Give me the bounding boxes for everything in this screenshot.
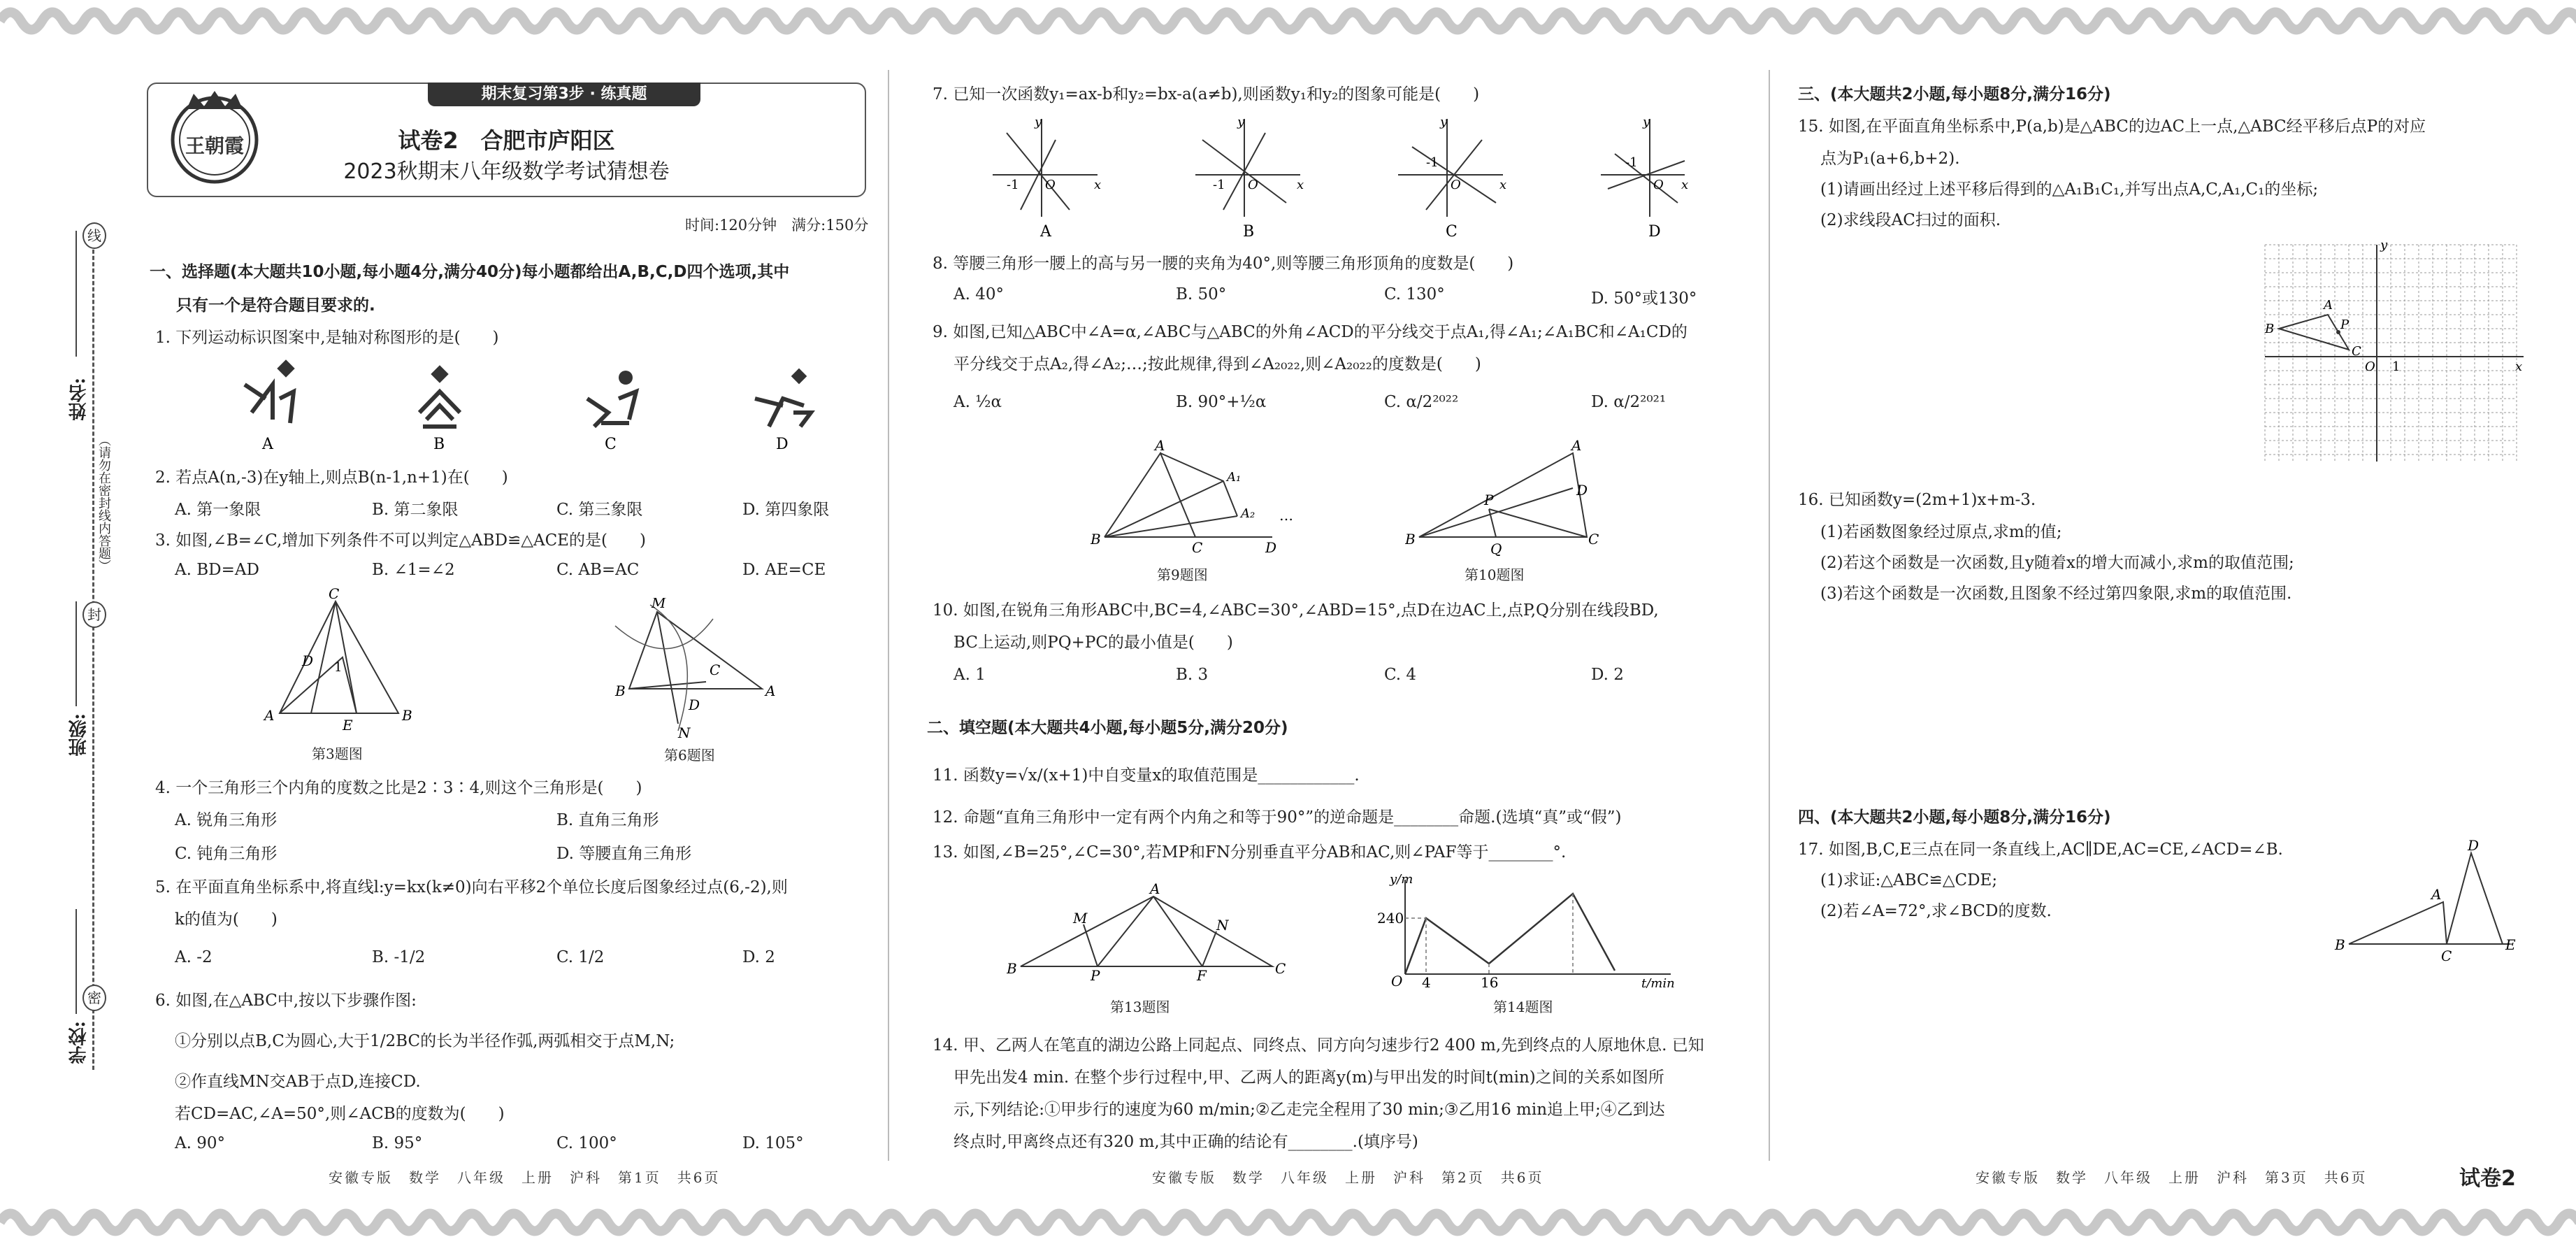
svg-text:A: A [2324, 298, 2333, 313]
footer-page1: 安徽专版 数学 八年级 上册 沪科 第1页 共6页 [329, 1169, 721, 1186]
svg-text:D: D [1648, 223, 1661, 241]
svg-text:-1: -1 [1213, 178, 1225, 192]
svg-text:y: y [2380, 238, 2388, 252]
figure-q15-grid [2237, 238, 2531, 469]
svg-text:y/m: y/m [1390, 873, 1413, 887]
q3-text: 3. 如图,∠B=∠C,增加下列条件不可以判定△ABD≌△ACE的是( ) [155, 531, 646, 550]
q13-text: 13. 如图,∠B=25°,∠C=30°,若MP和FN分别垂直平分AB和AC,则∠PAF等于________°. [933, 843, 1567, 862]
q3-label-e: E [343, 717, 353, 734]
paper-number-label: 试卷2 [2459, 1166, 2516, 1191]
fig6-caption: 第6题图 [664, 747, 715, 764]
svg-text:y: y [1237, 115, 1245, 129]
svg-text:P: P [2340, 317, 2350, 332]
svg-text:…: … [1279, 507, 1293, 524]
q3-label-1: 1 [334, 660, 343, 675]
svg-text:240: 240 [1377, 910, 1404, 927]
svg-text:-1: -1 [1426, 155, 1439, 170]
name-label: 姓名: [69, 378, 89, 421]
fig9-caption: 第9题图 [1157, 566, 1208, 583]
figure-q9 [1091, 439, 1314, 558]
top-wave-border [0, 0, 2576, 42]
svg-text:Q: Q [1490, 541, 1502, 557]
fig10-caption: 第10题图 [1465, 566, 1525, 583]
publisher-logo [166, 88, 264, 186]
svg-text:A: A [2431, 886, 2442, 903]
q6-label-d: D [689, 696, 700, 713]
q4-opt-d: D. 等腰直角三角形 [556, 845, 692, 863]
q2-opt-c: C. 第三象限 [556, 501, 643, 519]
q3-opt-b: B. ∠1=∠2 [372, 561, 455, 579]
figure-q13 [1007, 882, 1286, 980]
svg-text:P: P [1091, 967, 1100, 980]
q6-opt-c: C. 100° [556, 1134, 617, 1152]
svg-text:O: O [1653, 178, 1664, 192]
svg-text:-1: -1 [1625, 155, 1638, 170]
q6-label-b: B [615, 682, 626, 699]
svg-text:D: D [1265, 539, 1277, 556]
svg-text:O: O [1391, 973, 1403, 988]
footer-page2: 安徽专版 数学 八年级 上册 沪科 第2页 共6页 [1152, 1169, 1544, 1186]
svg-text:-1: -1 [1007, 178, 1019, 192]
q10-opt-c: C. 4 [1384, 666, 1417, 684]
figure-q17 [2328, 839, 2552, 965]
figure-q3 [259, 587, 426, 734]
q11-text: 11. 函数y=√x/(x+1)中自变量x的取值范围是____________. [933, 766, 1360, 785]
footer-page3: 安徽专版 数学 八年级 上册 沪科 第3页 共6页 [1976, 1169, 2368, 1186]
q3-opt-c: C. AB=AC [556, 561, 640, 579]
svg-text:C: C [1446, 223, 1458, 241]
q4-text: 4. 一个三角形三个内角的度数之比是2∶3∶4,则这个三角形是( ) [155, 779, 642, 797]
q7-graphs [979, 112, 1692, 241]
svg-text:A: A [1571, 439, 1582, 454]
q3-label-a: A [264, 707, 275, 724]
bottom-wave-border [0, 1201, 2576, 1243]
paper-subtitle: 2023秋期末八年级数学考试猜想卷 [343, 159, 670, 184]
school-label: 学校: [69, 1021, 89, 1064]
svg-text:y: y [1440, 115, 1448, 129]
q5-opt-d: D. 2 [742, 948, 775, 966]
q15-part2: (2)求线段AC扫过的面积. [1820, 211, 2001, 229]
svg-text:D: D [1576, 482, 1588, 499]
figure-q6 [608, 598, 790, 738]
svg-text:A₁: A₁ [1227, 470, 1242, 485]
q14-text-2: 甲先出发4 min. 在整个步行过程中,甲、乙两人的距离y(m)与甲出发的时间t(min)之间的关系如图所 [954, 1068, 1664, 1087]
svg-text:C: C [1275, 960, 1286, 977]
q12-text: 12. 命题“直角三角形中一定有两个内角之和等于90°”的逆命题是________命题.(选填“真”或“假”) [933, 808, 1622, 827]
svg-text:B: B [2335, 936, 2345, 953]
svg-text:t/min: t/min [1641, 976, 1675, 988]
q5-text-2: k的值为( ) [175, 910, 278, 929]
column-divider-1 [888, 70, 889, 1161]
fig3-caption: 第3题图 [312, 745, 363, 762]
q6-step1: ①分别以点B,C为圆心,大于1/2BC的长为半径作弧,两弧相交于点M,N; [175, 1032, 675, 1050]
q14-text: 14. 甲、乙两人在笔直的湖边公路上同起点、同终点、同方向匀速步行2 400 m,先到终点的人原地休息. 已知 [933, 1036, 1704, 1055]
svg-text:B: B [1091, 531, 1101, 548]
q9-opt-b: B. 90°+½α [1176, 393, 1267, 411]
q6-opt-d: D. 105° [742, 1134, 804, 1152]
q17-part2: (2)若∠A=72°,求∠BCD的度数. [1820, 902, 2052, 920]
q3-opt-a: A. BD=AD [175, 561, 259, 579]
svg-text:O: O [2365, 359, 2375, 374]
logo-text: 王朝霞 [185, 134, 245, 157]
svg-text:O: O [1248, 178, 1258, 192]
svg-text:16: 16 [1481, 974, 1499, 988]
column-divider-2 [1769, 70, 1770, 1161]
q10-text-2: BC上运动,则PQ+PC的最小值是( ) [954, 634, 1233, 652]
section1-heading-2: 只有一个是符合题目要求的. [176, 296, 375, 315]
q6-step2: ②作直线MN交AB于点D,连接CD. [175, 1073, 421, 1091]
q5-opt-c: C. 1/2 [556, 948, 605, 966]
figure-q14 [1377, 873, 1685, 988]
header-banner: 期末复习第3步 · 练真题 [428, 83, 700, 106]
svg-text:y: y [1035, 115, 1042, 129]
q14-text-4: 终点时,甲离终点还有320 m,其中正确的结论有________.(填序号) [954, 1133, 1418, 1151]
q3-label-c: C [329, 587, 340, 602]
svg-text:x: x [1499, 178, 1507, 192]
svg-text:A₂: A₂ [1241, 506, 1255, 521]
q2-opt-b: B. 第二象限 [372, 501, 459, 519]
section3-heading: 三、(本大题共2小题,每小题8分,满分16分) [1798, 85, 2111, 103]
section4-heading: 四、(本大题共2小题,每小题8分,满分16分) [1798, 808, 2111, 827]
q3-label-d: D [302, 652, 314, 669]
seal-dashed-line [92, 231, 94, 1070]
paper-title: 试卷2 合肥市庐阳区 [398, 127, 615, 154]
header-box [147, 83, 866, 197]
svg-text:B: B [2265, 322, 2275, 336]
class-label: 班级: [69, 713, 89, 757]
svg-text:O: O [1045, 178, 1056, 192]
svg-text:4: 4 [1422, 974, 1431, 988]
q9-opt-c: C. α/2²⁰²² [1384, 393, 1459, 411]
q7-graph-a [993, 115, 1101, 241]
q1-icon-d [755, 369, 811, 427]
q6-step3: 若CD=AC,∠A=50°,则∠ACB的度数为( ) [175, 1105, 505, 1123]
svg-text:A: A [1040, 223, 1051, 241]
q6-label-c: C [710, 662, 721, 678]
svg-text:y: y [1643, 115, 1650, 129]
q4-opt-b: B. 直角三角形 [556, 811, 659, 829]
q14-text-3: 示,下列结论:①甲步行的速度为60 m/min;②乙走完全程用了30 min;③乙用16 min追上甲;④乙到达 [954, 1101, 1665, 1119]
q3-label-b: B [402, 707, 412, 724]
q6-label-a: A [765, 682, 776, 699]
class-line [75, 601, 77, 706]
q2-opt-a: A. 第一象限 [175, 501, 261, 519]
svg-text:C: C [1588, 531, 1599, 548]
q1-icon-a [245, 359, 295, 423]
svg-text:B: B [1405, 531, 1416, 548]
svg-text:A: A [1155, 439, 1165, 454]
q8-opt-a: A. 40° [954, 285, 1004, 303]
q6-opt-a: A. 90° [175, 1134, 225, 1152]
svg-text:x: x [1094, 178, 1102, 192]
q6-text: 6. 如图,在△ABC中,按以下步骤作图: [155, 992, 417, 1010]
q9-text: 9. 如图,已知△ABC中∠A=α,∠ABC与△ABC的外角∠ACD的平分线交于点A₁,得∠A₁;∠A₁BC和∠A₁CD的 [933, 323, 1688, 341]
q16-text: 16. 已知函数y=(2m+1)x+m-3. [1798, 491, 2036, 509]
fig13-caption: 第13题图 [1110, 999, 1170, 1015]
q1-figures [224, 357, 853, 455]
q9-opt-d: D. α/2²⁰²¹ [1591, 393, 1667, 411]
q10-opt-a: A. 1 [954, 666, 986, 684]
q8-opt-d: D. 50°或130° [1591, 289, 1697, 308]
figure-q10 [1405, 439, 1608, 558]
section2-heading: 二、填空题(本大题共4小题,每小题5分,满分20分) [927, 719, 1288, 737]
q6-opt-b: B. 95° [372, 1134, 423, 1152]
q15-text-2: 点为P₁(a+6,b+2). [1820, 150, 1960, 168]
q10-text: 10. 如图,在锐角三角形ABC中,BC=4,∠ABC=30°,∠ABD=15°,点D在边AC上,点P,Q分别在线段BD, [933, 601, 1659, 620]
q8-opt-b: B. 50° [1176, 285, 1227, 303]
svg-text:1: 1 [2392, 359, 2401, 374]
svg-text:M: M [1073, 910, 1088, 927]
q4-opt-c: C. 钝角三角形 [175, 845, 278, 863]
svg-text:B: B [1243, 223, 1255, 241]
q16-part3: (3)若这个函数是一次函数,且图象不经过第四象限,求m的取值范围. [1820, 585, 2292, 603]
q10-opt-d: D. 2 [1591, 666, 1624, 684]
q6-label-m: M [652, 598, 666, 611]
q2-opt-d: D. 第四象限 [742, 501, 830, 519]
q9-opt-a: A. ½α [954, 393, 1002, 411]
svg-text:N: N [1216, 917, 1229, 934]
q9-text-2: 平分线交于点A₂,得∠A₂;…;按此规律,得到∠A₂₀₂₂,则∠A₂₀₂₂的度数是( ) [954, 355, 1481, 373]
svg-text:D: D [2468, 839, 2480, 854]
svg-text:E: E [2505, 936, 2516, 953]
q10-opt-b: B. 3 [1176, 666, 1209, 684]
section1-heading: 一、选择题(本大题共10小题,每小题4分,满分40分)每小题都给出A,B,C,D四个选项,其中 [150, 263, 790, 281]
q1-icon-c [587, 371, 636, 427]
svg-text:C: C [2352, 344, 2361, 359]
q7-graph-b [1195, 115, 1304, 241]
svg-text:x: x [1681, 178, 1689, 192]
q5-opt-a: A. -2 [175, 948, 213, 966]
time-score: 时间:120分钟 满分:150分 [685, 217, 869, 234]
q7-graph-d [1601, 115, 1688, 241]
svg-text:B: B [1007, 960, 1017, 977]
svg-text:A: A [1150, 882, 1160, 897]
svg-text:F: F [1197, 967, 1207, 980]
q1-opt-d: D [776, 436, 789, 453]
q1-icon-b [419, 365, 460, 427]
q8-text: 8. 等腰三角形一腰上的高与另一腰的夹角为40°,则等腰三角形顶角的度数是( ) [933, 255, 1514, 273]
q1-text: 1. 下列运动标识图案中,是轴对称图形的是( ) [155, 329, 499, 347]
q17-text: 17. 如图,B,C,E三点在同一条直线上,AC∥DE,AC=CE,∠ACD=∠B. [1798, 841, 2283, 859]
q7-graph-c [1398, 115, 1506, 241]
q5-opt-b: B. -1/2 [372, 948, 426, 966]
svg-text:O: O [1451, 178, 1461, 192]
q4-opt-a: A. 锐角三角形 [175, 811, 278, 829]
q3-opt-d: D. AE=CE [742, 561, 826, 579]
svg-text:C: C [1192, 539, 1203, 556]
q17-part1: (1)求证:△ABC≌△CDE; [1820, 871, 1998, 889]
q16-part1: (1)若函数图象经过原点,求m的值; [1820, 523, 2062, 541]
q6-label-n: N [678, 724, 691, 738]
svg-text:x: x [2515, 359, 2523, 374]
svg-text:P: P [1484, 492, 1494, 508]
q5-text: 5. 在平面直角坐标系中,将直线l:y=kx(k≠0)向右平移2个单位长度后图象经过点(6,-2),则 [155, 878, 788, 896]
q1-opt-a: A [262, 436, 273, 453]
svg-text:x: x [1297, 178, 1304, 192]
fig14-caption: 第14题图 [1493, 999, 1553, 1015]
q7-text: 7. 已知一次函数y₁=ax-b和y₂=bx-a(a≠b),则函数y₁和y₂的图象可能是( ) [933, 85, 1480, 103]
q1-opt-b: B [433, 436, 445, 453]
q16-part2: (2)若这个函数是一次函数,且y随着x的增大而减小,求m的取值范围; [1820, 554, 2294, 572]
q2-text: 2. 若点A(n,-3)在y轴上,则点B(n-1,n+1)在( ) [155, 469, 508, 487]
q15-part1: (1)请画出经过上述平移后得到的△A₁B₁C₁,并写出点A,C,A₁,C₁的坐标; [1820, 180, 2319, 199]
name-line [75, 231, 77, 357]
seal-notice: （请勿在密封线内答题） [96, 434, 111, 572]
seal-mark-xian: 线 [82, 222, 106, 249]
q1-opt-c: C [605, 436, 617, 453]
seal-mark-feng: 封 [82, 601, 106, 628]
school-line [75, 909, 77, 1014]
q15-text: 15. 如图,在平面直角坐标系中,P(a,b)是△ABC的边AC上一点,△ABC经平移后点P的对应 [1798, 117, 2426, 136]
seal-mark-mi: 密 [82, 985, 106, 1011]
q8-opt-c: C. 130° [1384, 285, 1445, 303]
svg-text:C: C [2441, 948, 2452, 964]
